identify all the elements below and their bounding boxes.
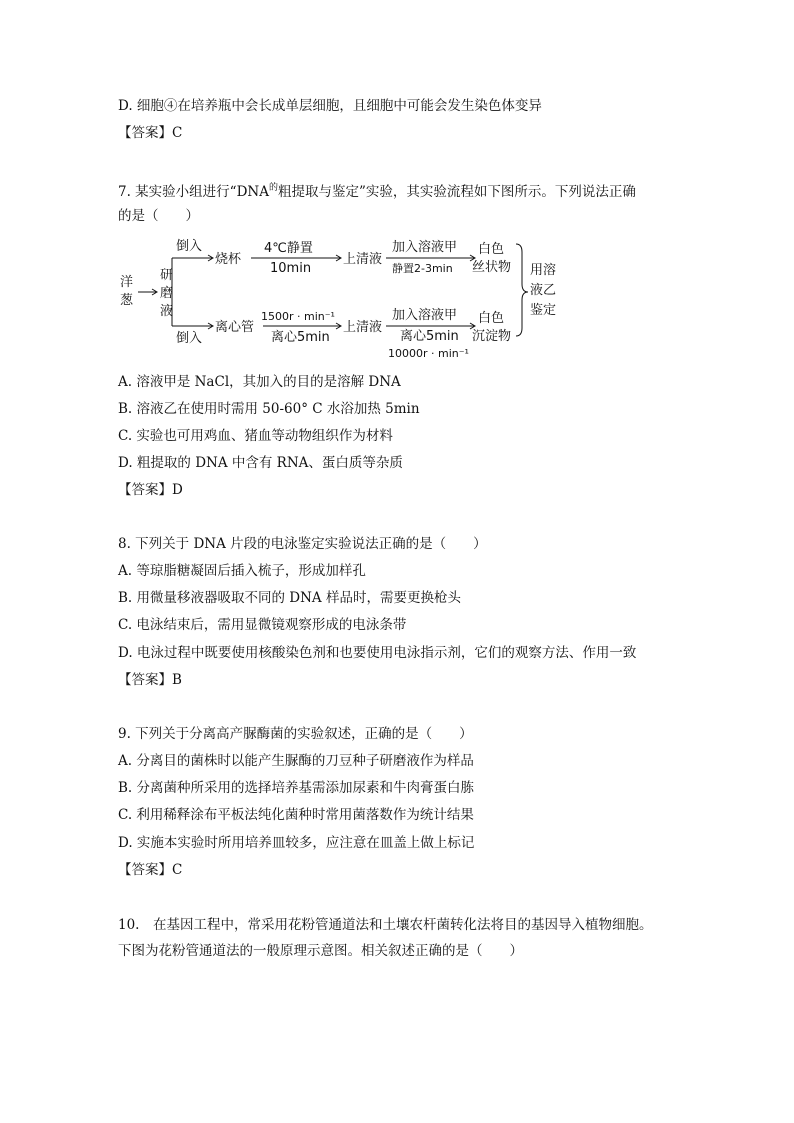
centrifuge-speed-label: 10000r · min⁻¹ [388, 347, 469, 360]
bottom-step-above-label: 1500r · min⁻¹ [261, 310, 335, 323]
q6-option-d: D. 细胞④在培养瓶中会长成单层细胞，且细胞中可能会发生染色体变异 [118, 98, 542, 114]
stand-time-label: 静置2-3min [392, 262, 453, 275]
q6-answer: 【答案】C [118, 125, 183, 141]
q8-stem: 8. 下列关于 DNA 片段的电泳鉴定实验说法正确的是（ ） [118, 536, 487, 552]
q7-option-b: B. 溶液乙在使用时需用 50-60° C 水浴加热 5min [118, 401, 420, 417]
pour-top-label: 倒入 [176, 239, 203, 254]
q9-option-d: D. 实施本实验时所用培养皿较多，应注意在皿盖上做上标记 [118, 835, 475, 851]
q9-option-a: A. 分离目的菌株时以能产生脲酶的刀豆种子研磨液作为样品 [118, 753, 474, 769]
centrifuge-tube-label: 离心管 [215, 320, 255, 335]
q8-option-c: C. 电泳结束后，需用显微镜观察形成的电泳条带 [118, 617, 407, 633]
supernatant-top-label: 上清液 [343, 252, 383, 267]
q8-option-d: D. 电泳过程中既要使用核酸染色剂和也要使用电泳指示剂，它们的观察方法、作用一致 [118, 645, 637, 661]
pour-bottom-label: 倒入 [176, 331, 203, 346]
identify-label-3: 鉴定 [530, 303, 557, 318]
beaker-label: 烧杯 [215, 252, 242, 267]
q7-stem-line2: 的是（ ） [118, 208, 199, 224]
top-step-above-label: 4℃静置 [264, 241, 313, 256]
onion-label-2: 葱 [120, 293, 134, 308]
q8-option-a: A. 等琼脂糖凝固后插入梳子，形成加样孔 [118, 563, 366, 579]
q7-stem-line1 [118, 183, 636, 203]
q8-answer: 【答案】B [118, 672, 182, 688]
q7-stem-part-a: 7. 某实验小组进行“DNA [118, 184, 269, 200]
result-top-label-1: 白色 [478, 242, 505, 257]
q7-option-a: A. 溶液甲是 NaCl，其加入的目的是溶解 DNA [118, 374, 401, 390]
q7-stem-part-b: 粗提取与鉴定”实验，其实验流程如下图所示。下列说法正确 [277, 184, 636, 200]
q10-stem-line1: 10. 在基因工程中，常采用花粉管通道法和土壤农杆菌转化法将目的基因导入植物细胞。 [118, 917, 653, 933]
centrifuge-time-label: 离心5min [400, 329, 459, 344]
grind-label-1: 研 [160, 268, 174, 283]
bottom-step-below-label: 离心5min [271, 330, 330, 345]
grind-label-3: 液 [160, 304, 174, 319]
dna-extraction-flowchart [118, 234, 558, 364]
q7-answer: 【答案】D [118, 482, 183, 498]
onion-label-1: 洋 [120, 275, 134, 290]
add-solution-a-top-label: 加入溶液甲 [392, 240, 458, 255]
q9-answer: 【答案】C [118, 862, 183, 878]
supernatant-bottom-label: 上清液 [343, 320, 383, 335]
result-top-label-2: 丝状物 [472, 260, 512, 275]
add-solution-a-bottom-label: 加入溶液甲 [392, 308, 458, 323]
q10-stem-line2: 下图为花粉管通道法的一般原理示意图。相关叙述正确的是（ ） [118, 943, 523, 959]
top-step-below-label: 10min [270, 261, 312, 276]
identify-label-2: 液乙 [530, 283, 557, 298]
q9-stem: 9. 下列关于分离高产脲酶菌的实验叙述，正确的是（ ） [118, 726, 473, 742]
result-bottom-label-1: 白色 [478, 311, 505, 326]
identify-label-1: 用溶 [530, 263, 557, 278]
result-bottom-label-2: 沉淀物 [472, 329, 512, 344]
q9-option-b: B. 分离菌种所采用的选择培养基需添加尿素和牛肉膏蛋白胨 [118, 780, 475, 796]
q9-option-c: C. 利用稀释涂布平板法纯化菌种时常用菌落数作为统计结果 [118, 807, 474, 823]
grind-label-2: 磨 [160, 286, 174, 301]
q8-option-b: B. 用微量移液器吸取不同的 DNA 样品时，需要更换枪头 [118, 590, 461, 606]
q7-option-c: C. 实验也可用鸡血、猪血等动物组织作为材料 [118, 428, 393, 444]
identify-bracket [516, 244, 528, 336]
q7-option-d: D. 粗提取的 DNA 中含有 RNA、蛋白质等杂质 [118, 455, 403, 471]
q7-stem-superscript: 的 [268, 183, 278, 193]
